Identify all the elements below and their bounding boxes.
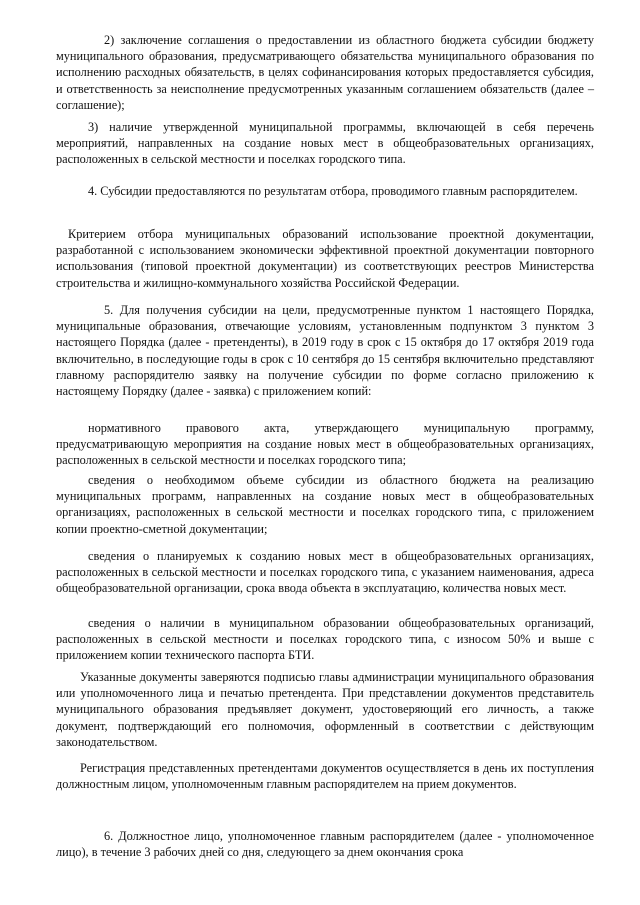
paragraph-authorized-official: 6. Должностное лицо, уполномоченное главным распорядителем (далее - уполномоченное лицо), в течение 3 рабочих дней со дня, следующего за днем окончания срока [56, 829, 594, 860]
paragraph-new-places-info: сведения о планируемых к созданию новых мест в общеобразовательных организациях, расположенных в сельской местности и поселках городского типа, с указанием наименования, адреса общеобразовательной организации, срока ввода объекта в эксплуатацию, количества новых мест. [56, 549, 594, 596]
paragraph-normative-act: нормативного правового акта, утверждающего муниципальную программу, предусматривающую мероприятия на создание новых мест в общеобразовательных организациях, расположенных в сельской местности и поселках городского типа; [56, 421, 594, 468]
paragraph-subsidy-application: 5. Для получения субсидии на цели, предусмотренные пунктом 1 настоящего Порядка, муниципальные образования, отвечающие условиям, установленным подпунктом 3 пунктом 3 настоящего Порядка (далее - претенденты), в 2019 году в срок с 15 октября до 17 октября 2019 года включительно, в последующие годы в срок с 10 сентября до 15 сентября включительно представляют главному распорядителю заявку на получение субсидии по форме согласно приложению к настоящему Порядку (далее - заявка) с приложением копий: [56, 303, 594, 399]
paragraph-agreement-conclusion: 2) заключение соглашения о предоставлении из областного бюджета субсидии бюджету муниципального образования, предусматривающего обязательства муниципального образования по исполнению расходных обязательств, в целях софинансирования которых предоставляется субсидия, и ответственность за неисполнение предусмотренных указанным соглашением обязательств (далее – соглашение); [56, 33, 594, 112]
paragraph-subsidy-amount-info: сведения о необходимом объеме субсидии из областного бюджета на реализацию муниципальных программ, направленных на создание новых мест в общеобразовательных организациях, расположенных в сельской местности и поселках городского типа, с приложением копии проектно-сметной документации; [56, 473, 594, 536]
paragraph-wear-info: сведения о наличии в муниципальном образовании общеобразовательных организаций, расположенных в сельской местности и поселках городского типа, с износом 50% и выше с приложением копии технического паспорта БТИ. [56, 616, 594, 663]
paragraph-document-registration: Регистрация представленных претендентами документов осуществляется в день их поступления должностным лицом, уполномоченным главным распорядителем на прием документов. [56, 761, 594, 792]
paragraph-selection-results: 4. Субсидии предоставляются по результатам отбора, проводимого главным распорядителем. [88, 184, 578, 198]
paragraph-selection-criterion: Критерием отбора муниципальных образований использование проектной документации, разработанной с использованием экономически эффективной проектной документации повторного использования (типовой проектной документации) из соответствующих реестров Министерства строительства и жилищно-коммунального хозяйства Российской Федерации. [56, 227, 594, 290]
paragraph-document-certification: Указанные документы заверяются подписью главы администрации муниципального образования или уполномоченного лица и печатью претендента. При представлении документов представитель муниципального образования предъявляет документ, удостоверяющий его личность, а также документ, подтверждающий его полномочия, оформленный в соответствии с действующим законодательством. [56, 670, 594, 749]
paragraph-municipal-program: 3) наличие утвержденной муниципальной программы, включающей в себя перечень мероприятий, направленных на создание новых мест в общеобразовательных организациях, расположенных в сельской местности и поселках городского типа. [56, 120, 594, 167]
